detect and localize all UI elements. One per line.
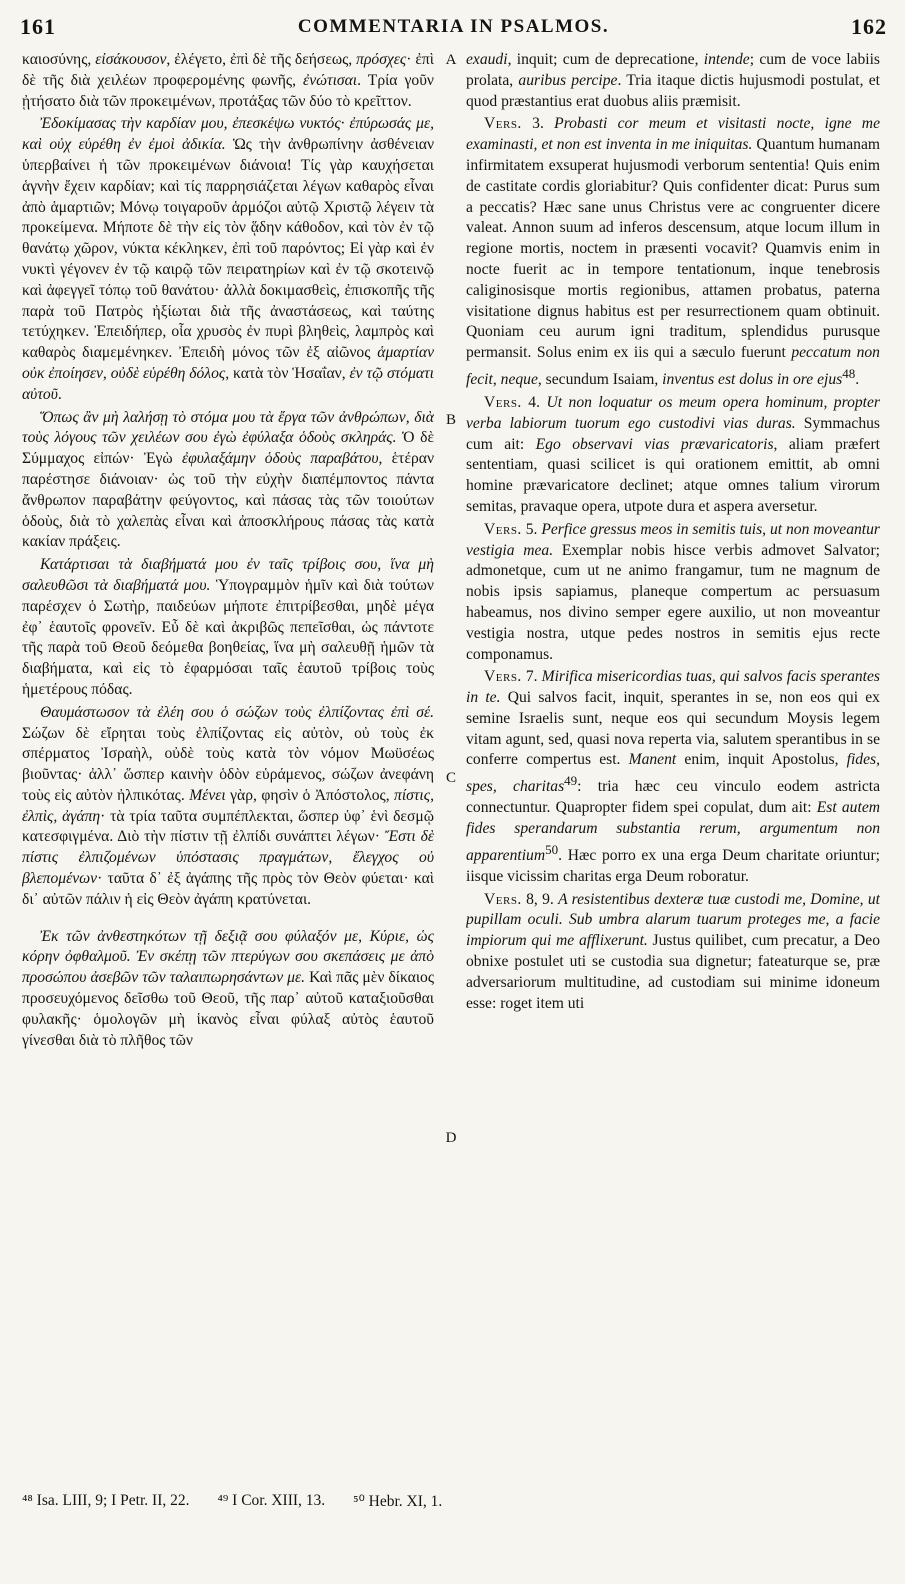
running-title: COMMENTARIA IN PSALMOS. bbox=[297, 16, 610, 37]
margin-letter-d: D bbox=[445, 1130, 457, 1146]
latin-paragraph-l2: Vers. 3. Probasti cor meum et visitasti nocte, igne me examinasti, et non est inventa in me iniquitas. Quantum humanam infirmitatem exsuperat hujusmodi verborum sententia! Quis enim de castitate cordis gloriabitur? Quis confidenter dicat: Purus sum a peccatis? Hæc sane unus Christus vere ac congruenter dicere valeat. Annon suum ad inferos descensum, atque locum illum in regione mortis, noctem in præsenti vocavit? Quamvis enim in nocte fuerit ac in tempore tentationum, inque tenebrosis caliginosisque mortis regionibus, attamen probatus, paterna visitatione dignus habitus est per resurrectionem quam obtinuit. Quoniam ceu aurum igni traditum, splendidus purusque permansit. Solus enim ex iis qui a sæculo fuerunt peccatum non fecit, neque, secundum Isaiam, inventus est dolus in ore ejus$^{48}$. bbox=[466, 115, 880, 389]
latin-paragraph-l4: Vers. 5. Perfice gressus meos in semitis tuis, ut non moveantur vestigia mea. Exemplar nobis hisce verbis admovet Salvator; admonetque, cum ut ne animo frangamur, tum ne magnum de nobis ipsis sapiamus, planeque compertum ac persuasum habeamus, nos divino semper egere auxilio, ut non moveantur vestigia nostra, utque pedes nostros in semitis ejus recte componamus. bbox=[466, 520, 880, 663]
latin-column bbox=[466, 50, 880, 1465]
latin-paragraph-l5: Vers. 7. Mirifica misericordias tuas, qui salvos facis sperantes in te. Qui salvos facit, inquit, sperantes in se, non eos qui ex semine Israelis sunt, neque eos qui secundum Moysis legem vitam agunt, sed, quasi nova reperta via, salutem sperantibus in se conferre compertus est. Manent enim, inquit Apostolus, fides, spes, charitas$^{49}$: tria hæc ceu vinculo eodem astricta connectuntur. Quapropter fidem spei copulat, dum ait: Est autem fides sperandarum substantia rerum, argumentum non apparentium$^{50}$. Hæc porro ex una erga Deum charitate oriuntur; iisque vicissim charitas erga Deum roboratur. bbox=[466, 668, 880, 885]
page-number-right: 162 bbox=[851, 14, 887, 39]
greek-paragraph-g6: Ἐκ τῶν ἀνθεστηκότων τῇ δεξιᾷ σου φύλαξόν με, Κύριε, ὡς κόρην ὀφθαλμοῦ. Ἐν σκέπῃ τῶν πτερύγων σου σκεπάσεις με ἀπὸ προσώπου ἀσεβῶν τῶν ταλαιπωρησάντων με. Καὶ πᾶς μὲν δίκαιος προσευχόμενος δεῖσθω τοῦ Θεοῦ, τῆς παρ᾽ αὐτοῦ καταξιοῦσθαι φυλακῆς· ὁμολογῶν μὴ ἱκανὸς εἶναι φύλαξ αὐτὸς ἑαυτοῦ γίνεσθαι διὰ τὸ πλῆθος τῶν bbox=[22, 927, 434, 1049]
footnotes bbox=[22, 1492, 887, 1511]
greek-paragraph-g4: Κατάρτισαι τὰ διαβήματά μου ἐν ταῖς τρίβοις σου, ἵνα μὴ σαλευθῶσι τὰ διαβήματά μου. Ὑπογραμμὸν ἡμῖν καὶ διὰ τούτων παρέσχεν ὁ Σωτὴρ, παιδεύων μήποτε ἐπιτρίβεσθαι, μηδὲ μέγα ἐφ᾽ ἑαυτοῖς φρονεῖν. Εὖ δὲ καὶ ἀκριβῶς πεπεῖσθαι, ὡς πάντοτε τῆς παρὰ τοῦ Θεοῦ δεόμεθα βοηθείας, ἵνα μὴ σαλευθῇ ἡμῶν τὰ διαβήματα, καὶ εἰς τὸ ἐφαρμόσαι ταῖς ἑαυτοῦ τρίβοις τοὺς ἡμετέρους πόδας. bbox=[22, 556, 434, 698]
greek-column bbox=[22, 50, 434, 1465]
margin-letter-c: C bbox=[445, 770, 456, 786]
footnote-48: ⁴⁸ Isa. LIII, 9; I Petr. II, 22. bbox=[22, 1492, 190, 1509]
footnote-49: ⁴⁹ I Cor. XIII, 13. bbox=[217, 1492, 326, 1509]
footnote-50: ⁵⁰ Hebr. XI, 1. bbox=[353, 1493, 443, 1510]
greek-paragraph-g5: Θαυμάστωσον τὰ ἐλέη σου ὁ σώζων τοὺς ἐλπίζοντας ἐπὶ σέ. Σώζων δὲ εἴρηται τοὺς ἐλπίζοντας εἰς αὐτὸν, οὐ τοὺς ἐκ σπέρματος Ἰσραὴλ, οὐδὲ τοὺς κατὰ τὸν νόμον Μωϋσέως βιοῦντας· ἀλλ᾽ ὥσπερ καινὴν ὁδὸν εὑράμενος, σώζων ἀνεφάνη τοὺς εἰς αὐτὸν ἠλπικότας. Μένει γὰρ, φησὶν ὁ Ἀπόστολος, πίστις, ἐλπὶς, ἀγάπη· τὰ τρία ταῦτα συμπέπλεκται, ὥσπερ ὑφ᾽ ἑνὶ δεσμῷ κατεσφιγμένα. Διὸ τὴν πίστιν τῇ ἐλπίδι συνάπτει λέγων· Ἔστι δὲ πίστις ἐλπιζομένων ὑπόστασις πραγμάτων, ἔλεγχος οὐ βλεπομένων· ταῦτα δ᾽ ἐξ ἀγάπης τῆς πρὸς τὸν Θεὸν φύεται· καὶ δι᾽ αὐτῶν πάλιν ἡ εἰς Θεὸν ἀγάπη κρατύνεται. bbox=[22, 703, 434, 908]
greek-paragraph-g1: καιοσύνης, εἰσάκουσον, ἐλέγετο, ἐπὶ δὲ τῆς δεήσεως, πρόσχες· ἐπὶ δὲ τῆς διὰ χειλέων προφερομένης φωνῆς, ἐνώτισαι. Τρία γοῦν ᾐτήσατο διὰ τῶν προκειμένων, προτάξας τῶν δύο τὸ κρεῖττον. bbox=[22, 51, 434, 110]
margin-letter-a: A bbox=[445, 52, 457, 68]
paragraph-gap bbox=[22, 913, 434, 927]
page-number-left: 161 bbox=[20, 14, 56, 39]
margin-letter-b: B bbox=[445, 412, 456, 428]
greek-paragraph-g3: Ὅπως ἂν μὴ λαλήσῃ τὸ στόμα μου τὰ ἔργα τῶν ἀνθρώπων, διὰ τοὺς λόγους τῶν χειλέων σου ἐγὼ ἐφύλαξα ὁδοὺς σκληράς. Ὁ δὲ Σύμμαχος εἰπών· Ἐγὼ ἐφυλαξάμην ὁδοὺς παραβάτου, ἑτέραν παρέστησε διάνοιαν· ὡς τοῦ τὴν εὐχὴν διαπέμποντος πάντα ἄνθρωπον παραβάτην φεύγοντος, καὶ πάσας τὰς τῶν τοιούτων ὁδοὺς, διὰ τὸ χαλεπὰς εἶναι καὶ ἀποσκλήρους πάσας τὰς κατὰ κακίαν πράξεις. bbox=[22, 408, 434, 551]
running-header bbox=[20, 14, 887, 44]
greek-paragraph-g2: Ἐδοκίμασας τὴν καρδίαν μου, ἐπεσκέψω νυκτός· ἐπύρωσάς με, καὶ οὐχ εὑρέθη ἐν ἐμοὶ ἀδικία. Ὡς τὴν ἀνθρωπίνην ἀσθένειαν ὑπερβαίνει ἡ τῶν προκειμένων διάνοια! Τίς γὰρ καυχήσεται ἁγνὴν ἔχειν καρδίαν; καὶ τίς παρρησιάζεται λέγων καθαρὸς εἶναι ἀπὸ ἁμαρτιῶν; Μόνῳ τοιγαροῦν ἁρμόζοι αὐτῷ Χριστῷ λέγειν τὰ προκείμενα. Μήποτε δὲ τὴν εἰς τὸν ᾅδην κάθοδον, καὶ τὸν ἐν τῷ θανάτῳ χῶρον, νύκτα κέκληκεν, ἐπὶ τοῦ παρόντος; Εἰ γὰρ καὶ ἐν νυκτὶ γέγονεν ἐν τῷ καιρῷ τῶν πειρατηρίων καὶ ἐν τῷ σκοτεινῷ καὶ ἀφεγγεῖ τόπῳ τοῦ θανάτου· ἀλλὰ δοκιμασθεὶς, ἐπισκοπῆς τῆς παρὰ τοῦ Πατρὸς ἠξίωται διὰ τῆς ἀναστάσεως, καὶ ταύτης τετύχηκεν. Ἐπειδήπερ, οἷα χρυσὸς ἐν πυρὶ βληθεὶς, λαμπρὸς καὶ καθαρὸς διαμεμένηκεν. Ἐπειδὴ μόνος τῶν ἐξ αἰῶνος ἁμαρτίαν οὐκ ἐποίησεν, οὐδὲ εὑρέθη δόλος, κατὰ τὸν Ἡσαΐαν, ἐν τῷ στόματι αὐτοῦ. bbox=[22, 115, 434, 403]
latin-paragraph-l1: exaudi, inquit; cum de deprecatione, intende; cum de voce labiis prolata, auribus percipe. Tria itaque dictis hujusmodi postulat, et quod præstantius erat duobus aliis præmisit. bbox=[466, 51, 880, 110]
latin-paragraph-l6: Vers. 8, 9. A resistentibus dexteræ tuæ custodi me, Domine, ut pupillam oculi. Sub umbra alarum tuarum proteges me, a facie impiorum qui me afflixerunt. Justus quilibet, cum precatur, a Deo obnixe postulet uti se custodia sua dignetur; fateaturque se, præ adversariorum multitudine, ad custodiam sui minime idoneum esse: roget item uti bbox=[466, 890, 880, 1012]
latin-paragraph-l3: Vers. 4. Ut non loquatur os meum opera hominum, propter verba labiorum tuorum ego custodivi vias duras. Symmachus cum ait: Ego observavi vias prævaricatoris, aliam præfert sententiam, quasi scilicet is qui orationem emittit, ab omni homine prævaricatore declinet; atque omnes talium virorum semitas, pravaque opera, utpote dura et aspera aversetur. bbox=[466, 393, 880, 515]
